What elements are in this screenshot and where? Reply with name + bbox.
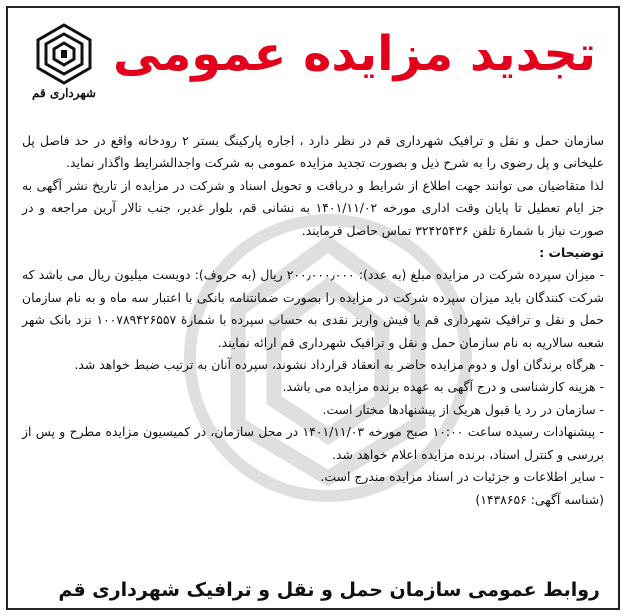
note-item: - پیشنهادات رسیده ساعت ۱۰:۰۰ صبح مورخه ۱۴۰۱/۱۱/۰۳ در محل سازمان، در کمیسیون مزایده مطرح و پس از بررسی و کنترل اسناد، برنده مزایده اعلام خواهد شد. xyxy=(22,424,604,462)
note-item: - سازمان در رد یا قبول هریک از پیشنهادها مختار است. xyxy=(322,401,604,417)
footer-signature: روابط عمومی سازمان حمل و نقل و ترافیک شهرداری قم xyxy=(58,579,600,601)
note-item: - سایر اطلاعات و جزئیات در اسناد مزایده مندرج است. xyxy=(320,469,604,485)
note-item: - میزان سپرده شرکت در مزایده مبلغ (به عدد): ۲۰۰٫۰۰۰٫۰۰۰ ریال (به حروف): دویست میلیون ریال می باشد که شرکت کنندگان باید میزان سپرده شرکت در مزایده را بصورت ضمانتنامه بانکی با اعتبار سه ماه و به نام سازمان حمل و نقل و ترافیک شهرداری قم یا فیش واریز نقدی به حساب سپرده با شمارهٔ ۱۰۰۷۸۹۴۲۶۵۵۷ نزد بانک شهر شعبه سالاریه به نام سازمان حمل و نقل و ترافیک شهرداری قم ارائه نمایند. xyxy=(22,267,604,350)
intro-paragraph: سازمان حمل و نقل و ترافیک شهرداری قم در نظر دارد ، اجاره پارکینگ بستر ۲ رودخانه واقع در حد فاصل پل علیخانی و پل رضوی را به شرح ذیل و بصورت تجدید مزایده عمومی به شرکت واجدالشرایط واگذار نماید. xyxy=(22,133,604,171)
notes-heading: توضیحات : xyxy=(539,245,604,261)
note-item: - هرگاه برندگان اول و دوم مزایده حاضر به انعقاد قرارداد نشوند، سپرده آنان به ترتیب ضبط خواهد شد. xyxy=(74,357,604,373)
note-item: - هزینه کارشناسی و درج آگهی به عهده برنده مزایده می باشد. xyxy=(282,379,604,395)
ad-body xyxy=(22,130,604,511)
ad-frame xyxy=(6,6,620,610)
ad-id: (شناسه آگهی: ۱۴۳۸۶۵۶) xyxy=(475,491,604,507)
logo xyxy=(24,22,104,114)
page-title: تجدید مزایده عمومی xyxy=(113,26,596,82)
municipality-emblem-icon xyxy=(24,22,104,86)
logo-caption: شهرداری قم xyxy=(32,86,96,100)
intro-paragraph: لذا متقاضیان می توانند جهت اطلاع از شرایط و دریافت و تحویل اسناد و شرکت در مزایده از تاریخ نشر آگهی به جز ایام تعطیل تا پایان وقت اداری مورخه ۱۴۰۱/۱۱/۰۲ به نشانی قم، بلوار غدیر، جنب تالار آرین مراجعه و در صورت نیاز با شمارهٔ تلفن ۳۲۴۲۵۴۳۶ تماس حاصل فرمایند. xyxy=(22,177,604,238)
